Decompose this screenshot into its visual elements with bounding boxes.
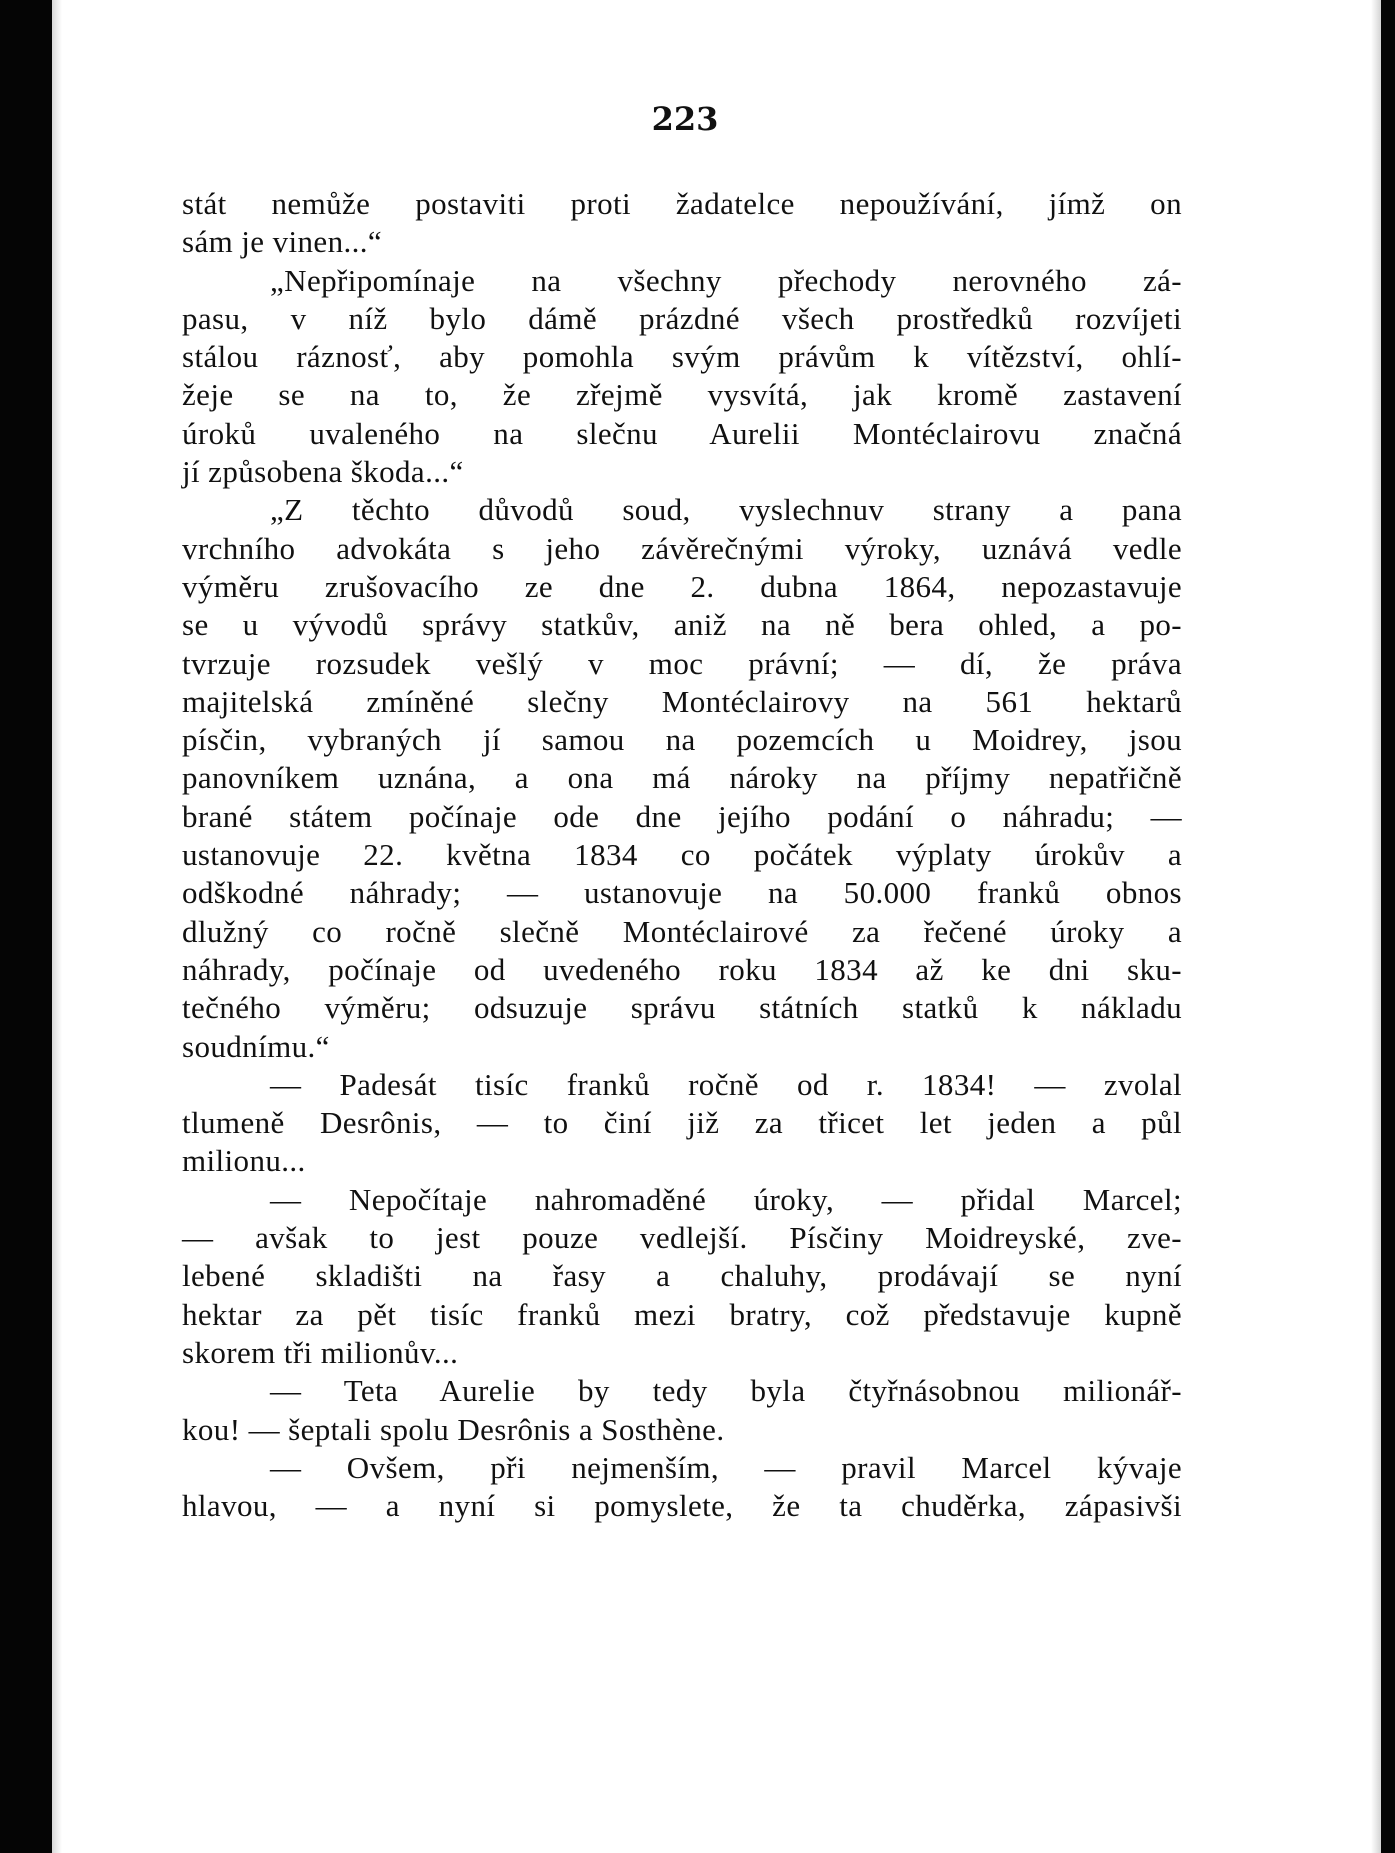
text-line: skorem tři milionův... bbox=[182, 1334, 459, 1370]
page-number: 223 bbox=[651, 100, 719, 138]
text-line: se u vývodů správy statkův, aniž na ně bera ohled, a po- bbox=[182, 607, 1182, 643]
text-line: — Nepočítaje nahromaděné úroky, — přidal Marcel; bbox=[270, 1181, 1182, 1217]
text-line: brané státem počínaje ode dne jejího podání o náhradu; — bbox=[182, 798, 1182, 834]
text-line: žeje se na to, že zřejmě vysvítá, jak kromě zastavení bbox=[182, 377, 1182, 413]
text-line: pasu, v níž bylo dámě prázdné všech prostředků rozvíjeti bbox=[182, 300, 1182, 336]
text-line: jí způsobena škoda...“ bbox=[182, 454, 464, 490]
scan-left-border bbox=[0, 0, 52, 1853]
text-line: — Teta Aurelie by tedy byla čtyřnásobnou milionář- bbox=[270, 1373, 1182, 1409]
text-line: kou! — šeptali spolu Desrônis a Sosthène. bbox=[182, 1411, 725, 1447]
text-line: stálou ráznosť, aby pomohla svým právům k vítězství, ohlí- bbox=[182, 339, 1182, 375]
text-line: „Z těchto důvodů soud, vyslechnuv strany a pana bbox=[270, 492, 1182, 528]
text-line: ustanovuje 22. května 1834 co počátek výplaty úrokův a bbox=[182, 837, 1182, 873]
text-line: vrchního advokáta s jeho závěrečnými výroky, uznává vedle bbox=[182, 530, 1182, 566]
text-line: dlužný co ročně slečně Montéclairové za řečené úroky a bbox=[182, 913, 1182, 949]
text-line: stát nemůže postaviti proti žadatelce nepoužívání, jímž on bbox=[182, 186, 1182, 221]
text-line: soudnímu.“ bbox=[182, 1028, 330, 1064]
text-line: — avšak to jest pouze vedlejší. Písčiny Moidreyské, zve- bbox=[182, 1220, 1182, 1256]
text-line: výměru zrušovacího ze dne 2. dubna 1864, nepozastavuje bbox=[182, 568, 1182, 604]
text-line: lebené skladišti na řasy a chaluhy, prodávají se nyní bbox=[182, 1258, 1182, 1294]
page-edge-shadow bbox=[1371, 0, 1381, 1853]
text-line: tečného výměru; odsuzuje správu státních statků k nákladu bbox=[182, 990, 1182, 1026]
text-line: odškodné náhrady; — ustanovuje na 50.000 franků obnos bbox=[182, 875, 1182, 911]
text-line: milionu... bbox=[182, 1143, 306, 1179]
text-line: — Padesát tisíc franků ročně od r. 1834! — zvolal bbox=[270, 1066, 1182, 1102]
text-line: — Ovšem, při nejmenším, — pravil Marcel kývaje bbox=[270, 1449, 1182, 1485]
text-line: majitelská zmíněné slečny Montéclairovy na 561 hektarů bbox=[182, 683, 1182, 719]
body-text bbox=[182, 185, 1182, 1525]
text-line: panovníkem uznána, a ona má nároky na příjmy nepatřičně bbox=[182, 760, 1182, 796]
text-line: úroků uvaleného na slečnu Aurelii Montéclairovu značná bbox=[182, 415, 1182, 451]
page-gutter-shadow bbox=[52, 0, 62, 1853]
text-line: písčin, vybraných jí samou na pozemcích u Moidrey, jsou bbox=[182, 722, 1182, 758]
scan-right-border bbox=[1381, 0, 1395, 1853]
text-line: tlumeně Desrônis, — to činí již za třicet let jeden a půl bbox=[182, 1105, 1182, 1141]
text-line: hlavou, — a nyní si pomyslete, že ta chuděrka, zápasivši bbox=[182, 1488, 1182, 1524]
text-line: „Nepřipomínaje na všechny přechody nerovného zá- bbox=[270, 262, 1182, 298]
text-line: sám je vinen...“ bbox=[182, 224, 383, 260]
text-line: náhrady, počínaje od uvedeného roku 1834 až ke dni sku- bbox=[182, 951, 1182, 987]
text-line: tvrzuje rozsudek vešlý v moc právní; — dí, že práva bbox=[182, 645, 1182, 681]
text-line: hektar za pět tisíc franků mezi bratry, což představuje kupně bbox=[182, 1296, 1182, 1332]
